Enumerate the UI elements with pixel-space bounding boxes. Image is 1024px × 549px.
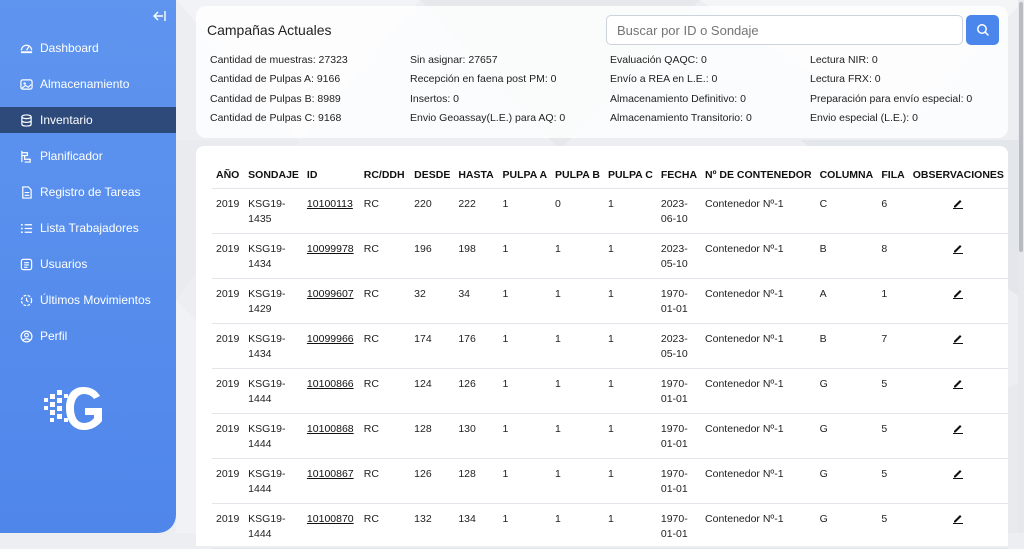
table-cell: Contenedor Nº-1 — [701, 188, 816, 233]
sample-id-link[interactable]: 10099607 — [306, 287, 354, 300]
table-cell: C — [816, 188, 878, 233]
column-header: FECHA — [657, 162, 701, 188]
sidebar-item-perfil[interactable] — [0, 323, 176, 349]
table-cell: 1 — [551, 323, 604, 368]
sample-id-cell — [303, 503, 360, 548]
table-cell: 1 — [604, 503, 657, 548]
stat-item: Cantidad de Pulpas C: 9168 — [210, 111, 342, 124]
column-header: Nº DE CONTENEDOR — [701, 162, 816, 188]
stat-item: Lectura NIR: 0 — [810, 54, 878, 66]
stat-item: Evaluación QAQC: 0 — [610, 54, 707, 66]
table-cell: RC — [360, 323, 410, 368]
table-cell: Contenedor Nº-1 — [701, 413, 816, 458]
table-cell: 1 — [604, 458, 657, 503]
table-cell: KSG19-1444 — [244, 368, 303, 413]
storage-icon — [20, 78, 33, 91]
table-cell: A — [816, 278, 878, 323]
stat-item: Almacenamiento Definitivo: 0 — [610, 92, 746, 105]
sidebar-item-lista-trabajadores[interactable] — [0, 215, 176, 241]
edit-icon[interactable] — [952, 197, 964, 209]
table-cell: KSG19-1444 — [244, 458, 303, 503]
table-cell: 1970-01-01 — [657, 503, 701, 548]
observations-cell — [909, 503, 1008, 548]
inventory-table — [212, 162, 1008, 549]
edit-icon[interactable] — [952, 377, 964, 389]
sidebar-item-label: Registro de Tareas — [40, 185, 141, 199]
column-header: AÑO — [212, 162, 244, 188]
table-cell: 126 — [454, 368, 498, 413]
table-cell: G — [816, 368, 878, 413]
table-cell: 8 — [877, 233, 908, 278]
column-header: DESDE — [410, 162, 454, 188]
table-row — [212, 323, 1008, 368]
profile-icon — [20, 330, 33, 343]
table-cell: KSG19-1435 — [244, 188, 303, 233]
table-cell: G — [816, 458, 878, 503]
stats-column — [810, 51, 972, 128]
campaigns-summary — [196, 6, 1008, 138]
column-header: FILA — [877, 162, 908, 188]
table-cell: 1 — [551, 233, 604, 278]
table-cell: KSG19-1444 — [244, 413, 303, 458]
table-cell: 1970-01-01 — [657, 458, 701, 503]
sidebar-item-label: Inventario — [40, 113, 93, 127]
table-row — [212, 503, 1008, 548]
table-cell: 2019 — [212, 188, 244, 233]
table-cell: Contenedor Nº-1 — [701, 278, 816, 323]
table-cell: 128 — [454, 458, 498, 503]
scrollbar-thumb[interactable] — [1019, 2, 1023, 252]
sidebar-item-dashboard[interactable] — [0, 35, 176, 61]
sidebar-item-label: Últimos Movimientos — [40, 293, 151, 307]
database-icon — [20, 114, 33, 127]
sidebar-item-inventario[interactable] — [0, 107, 176, 133]
stat-item: Preparación para envío especial: 0 — [810, 92, 973, 105]
table-cell: Contenedor Nº-1 — [701, 233, 816, 278]
table-cell: 2023-05-10 — [657, 233, 701, 278]
table-row — [212, 458, 1008, 503]
table-cell: 1 — [499, 278, 552, 323]
sidebar-nav — [0, 35, 176, 359]
table-cell: 5 — [877, 503, 908, 548]
table-cell: 126 — [410, 458, 454, 503]
table-cell: 2019 — [212, 233, 244, 278]
stat-item: Almacenamiento Transitorio: 0 — [610, 111, 752, 124]
table-body — [212, 188, 1008, 548]
table-cell: 1 — [499, 413, 552, 458]
search-input[interactable] — [606, 15, 963, 45]
table-cell: G — [816, 503, 878, 548]
sample-id-cell — [303, 368, 360, 413]
table-cell: 1970-01-01 — [657, 413, 701, 458]
table-header-row — [212, 162, 1008, 188]
inventory-table-card — [196, 146, 1008, 546]
table-cell: 2019 — [212, 278, 244, 323]
table-cell: RC — [360, 233, 410, 278]
sidebar-item-label: Almacenamiento — [40, 77, 130, 91]
table-row — [212, 413, 1008, 458]
sidebar-item-ultimos-movimientos[interactable] — [0, 287, 176, 313]
table-cell: 2023-05-10 — [657, 323, 701, 368]
table-cell: Contenedor Nº-1 — [701, 458, 816, 503]
table-cell: 1 — [551, 503, 604, 548]
edit-icon[interactable] — [952, 422, 964, 434]
stat-item: Insertos: 0 — [410, 92, 460, 105]
table-cell: 32 — [410, 278, 454, 323]
edit-icon[interactable] — [952, 332, 964, 344]
table-cell: 124 — [410, 368, 454, 413]
table-cell: RC — [360, 503, 410, 548]
stats-column — [610, 51, 752, 128]
table-cell: RC — [360, 368, 410, 413]
sample-id-link[interactable]: 10099966 — [306, 332, 354, 345]
sample-id-cell — [303, 188, 360, 233]
table-cell: 1970-01-01 — [657, 278, 701, 323]
table-cell: 5 — [877, 413, 908, 458]
sample-id-link[interactable]: 10100868 — [306, 422, 354, 435]
table-cell: KSG19-1429 — [244, 278, 303, 323]
sample-id-link[interactable]: 10100866 — [306, 377, 354, 390]
sidebar-item-registro-de-tareas[interactable] — [0, 179, 176, 205]
sample-id-cell — [303, 413, 360, 458]
table-cell: 1 — [499, 458, 552, 503]
table-row — [212, 368, 1008, 413]
table-cell: 5 — [877, 458, 908, 503]
table-cell: Contenedor Nº-1 — [701, 503, 816, 548]
sidebar-item-almacenamiento[interactable] — [0, 71, 176, 97]
table-cell: B — [816, 323, 878, 368]
table-cell: 1970-01-01 — [657, 368, 701, 413]
observations-cell — [909, 278, 1008, 323]
search-button[interactable] — [966, 15, 999, 45]
stat-item: Cantidad de Pulpas A: 9166 — [210, 73, 341, 86]
column-header: COLUMNA — [816, 162, 878, 188]
table-cell: 1 — [604, 278, 657, 323]
table-cell: 132 — [410, 503, 454, 548]
observations-cell — [909, 233, 1008, 278]
sidebar-item-label: Usuarios — [40, 257, 88, 271]
stat-item: Cantidad de muestras: 27323 — [210, 54, 348, 66]
table-cell: 1 — [877, 278, 908, 323]
table-cell: G — [816, 413, 878, 458]
observations-cell — [909, 323, 1008, 368]
table-cell: 176 — [454, 323, 498, 368]
table-cell: 2019 — [212, 503, 244, 548]
table-cell: 1 — [604, 413, 657, 458]
table-cell: KSG19-1444 — [244, 503, 303, 548]
table-cell: 2019 — [212, 413, 244, 458]
table-cell: 1 — [604, 368, 657, 413]
column-header: SONDAJE — [244, 162, 303, 188]
table-cell: RC — [360, 458, 410, 503]
table-cell: 2019 — [212, 458, 244, 503]
sidebar-item-planificador[interactable] — [0, 143, 176, 169]
sample-id-link[interactable]: 10100867 — [306, 467, 354, 480]
table-cell: 1 — [604, 323, 657, 368]
table-row — [212, 278, 1008, 323]
sidebar-item-usuarios[interactable] — [0, 251, 176, 277]
table-cell: 1 — [499, 368, 552, 413]
stats-column — [210, 51, 348, 128]
table-cell: RC — [360, 413, 410, 458]
sample-id-link[interactable]: 10100870 — [306, 512, 354, 525]
history-icon — [20, 294, 33, 307]
table-cell: 34 — [454, 278, 498, 323]
table-row — [212, 188, 1008, 233]
column-header: OBSERVACIONES — [909, 162, 1008, 188]
table-cell: RC — [360, 188, 410, 233]
dashboard-icon — [20, 42, 33, 55]
table-cell: 7 — [877, 323, 908, 368]
sidebar-item-label: Perfil — [40, 329, 68, 343]
planner-icon — [20, 150, 33, 163]
sample-id-cell — [303, 233, 360, 278]
table-cell: B — [816, 233, 878, 278]
stats-column — [410, 51, 565, 128]
summary-title: Campañas Actuales — [207, 22, 332, 38]
table-cell: 1 — [551, 458, 604, 503]
table-cell: 134 — [454, 503, 498, 548]
stat-item: Sin asignar: 27657 — [410, 54, 498, 66]
document-icon — [20, 186, 33, 199]
table-cell: 220 — [410, 188, 454, 233]
observations-cell — [909, 368, 1008, 413]
observations-cell — [909, 413, 1008, 458]
sidebar — [0, 0, 176, 533]
table-cell: 128 — [410, 413, 454, 458]
table-cell: 1 — [499, 323, 552, 368]
table-cell: 0 — [551, 188, 604, 233]
table-cell: 1 — [551, 368, 604, 413]
sidebar-item-label: Dashboard — [40, 41, 99, 55]
column-header: PULPA A — [499, 162, 552, 188]
stat-item: Envío a REA en L.E.: 0 — [610, 73, 718, 86]
column-header: HASTA — [454, 162, 498, 188]
column-header: ID — [303, 162, 360, 188]
table-cell: KSG19-1434 — [244, 233, 303, 278]
sample-id-cell — [303, 458, 360, 503]
table-cell: 2023-06-10 — [657, 188, 701, 233]
table-cell: 174 — [410, 323, 454, 368]
table-cell: 1 — [551, 413, 604, 458]
stat-item: Lectura FRX: 0 — [810, 73, 881, 86]
column-header: PULPA B — [551, 162, 604, 188]
search-icon — [976, 23, 990, 37]
page-scrollbar[interactable] — [1018, 0, 1024, 533]
edit-icon[interactable] — [952, 467, 964, 479]
table-cell: 222 — [454, 188, 498, 233]
stat-item: Cantidad de Pulpas B: 8989 — [210, 92, 341, 105]
table-cell: 198 — [454, 233, 498, 278]
table-cell: 1 — [551, 278, 604, 323]
collapse-sidebar-icon[interactable] — [150, 8, 168, 24]
edit-icon[interactable] — [952, 512, 964, 524]
sidebar-item-label: Planificador — [40, 149, 103, 163]
observations-cell — [909, 188, 1008, 233]
table-cell: RC — [360, 278, 410, 323]
table-cell: 2019 — [212, 323, 244, 368]
table-cell: KSG19-1434 — [244, 323, 303, 368]
sample-id-cell — [303, 278, 360, 323]
table-row — [212, 233, 1008, 278]
sample-id-cell — [303, 323, 360, 368]
stat-item: Envio Geoassay(L.E.) para AQ: 0 — [410, 111, 566, 124]
table-cell: 196 — [410, 233, 454, 278]
table-cell: 1 — [499, 503, 552, 548]
table-cell: 1 — [499, 188, 552, 233]
table-cell: 2019 — [212, 368, 244, 413]
sample-id-link[interactable]: 10100113 — [306, 197, 353, 210]
edit-icon[interactable] — [952, 287, 964, 299]
list-icon — [20, 222, 33, 235]
users-icon — [20, 258, 33, 271]
stat-item: Envio especial (L.E.): 0 — [810, 111, 918, 124]
sample-id-link[interactable]: 10099978 — [306, 242, 354, 255]
company-logo — [42, 384, 106, 436]
sidebar-item-label: Lista Trabajadores — [40, 221, 139, 235]
column-header: RC/DDH — [360, 162, 410, 188]
table-cell: Contenedor Nº-1 — [701, 368, 816, 413]
table-cell: 1 — [499, 233, 552, 278]
table-cell: 6 — [877, 188, 908, 233]
table-cell: 1 — [604, 188, 657, 233]
table-cell: Contenedor Nº-1 — [701, 323, 816, 368]
stat-item: Recepción en faena post PM: 0 — [410, 73, 557, 86]
observations-cell — [909, 458, 1008, 503]
edit-icon[interactable] — [952, 242, 964, 254]
table-cell: 1 — [604, 233, 657, 278]
column-header: PULPA C — [604, 162, 657, 188]
table-cell: 130 — [454, 413, 498, 458]
table-cell: 5 — [877, 368, 908, 413]
